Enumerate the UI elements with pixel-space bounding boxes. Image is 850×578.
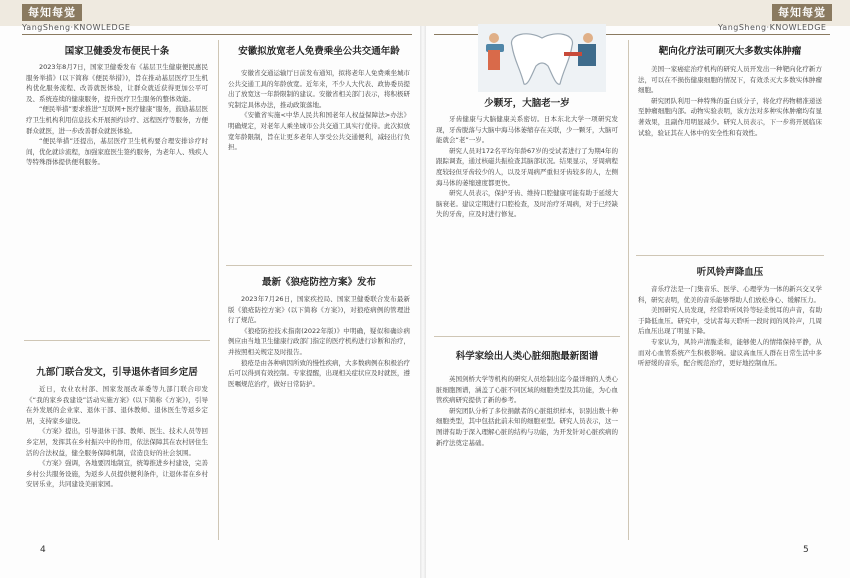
article-body-teeth-brain	[436, 114, 618, 330]
paragraph: 《方案》提出，引导退休干部、教师、医生、技术人员等回乡定居，发挥其在乡村振兴中的作用，依法保障其在农村居住生活的合法权益，健全服务保障机制，营造良好的社会氛围。	[26, 427, 208, 457]
dental-care-illustration	[478, 24, 606, 92]
paragraph: 研究人员对172名平均年龄67岁的受试者进行了为期4年的跟踪调查，通过核磁共振检查其脑部状况。结果显示，牙周病程度较轻但牙齿较少的人，以及牙周病严重但牙齿较多的人，左侧海马体的萎缩速度都更快。	[436, 146, 618, 187]
paragraph: 英国剑桥大学等机构的研究人员绘制出迄今最详细的人类心脏细胞图谱，涵盖了心脏不同区域的细胞类型及其功能，为心血管疾病研究提供了新的参考。	[436, 375, 618, 405]
divider-a2-a3	[226, 265, 412, 266]
paragraph: 近日，农业农村部、国家发展改革委等九部门联合印发《“我的家乡我建设”活动实施方案》(以下简称《方案》)，引导在外发展的企业家、退休干部、退休教师、退休医生等返乡定居，支持家乡建设。	[26, 385, 208, 425]
page-number-left: 4	[40, 545, 46, 555]
paragraph: 《狼疮防控技术指南(2022年版)》中明确，疑似和确诊病例应由当地卫生健康行政部门指定的医疗机构进行诊断和治疗，并按照相关规定及时报告。	[228, 326, 410, 356]
paragraph: “便民举措”还提出，基层医疗卫生机构要合理安排诊疗时间，优化就诊流程，加强家庭医生签约服务，为老年人、残疾人等特殊群体提供便利服务。	[26, 137, 208, 167]
article-title-lupus-plan: 最新《狼疮防控方案》发布	[261, 277, 376, 288]
paragraph: 研究人员表示，保护牙齿、维持口腔健康可能有助于延缓大脑衰老。建议定期进行口腔检查，及时治疗牙周病，对于已经缺失的牙齿，应及时进行修复。	[436, 189, 618, 219]
article-body-anhui-transit	[228, 68, 410, 258]
brand-left: 每知每觉	[22, 4, 82, 21]
paragraph: 安徽省交通运输厅日前发布通知，拟将老年人免费乘坐城市公共交通工具的年龄放宽。近年来，不少人大代表、政协委员提出了放宽这一年龄限制的建议。安徽省相关部门表示，将积极研究制定具体办法，推动政策落地。	[228, 69, 410, 109]
article-title-wind-chime: 听风铃声降血压	[696, 267, 764, 278]
article-title-teeth-brain: 少颗牙，大脑老一岁	[484, 98, 570, 109]
paragraph: 研究团队分析了多位捐献者的心脏组织样本，识别出数十种细胞类型，其中包括此前未知的细胞亚型。研究人员表示，这一图谱有助于深入理解心脏的结构与功能，为开发针对心脏疾病的新疗法奠定基础。	[436, 406, 618, 447]
article-title-anhui-transit: 安徽拟放宽老人免费乘坐公共交通年龄	[238, 46, 400, 57]
brand-right: 每知每觉	[772, 4, 832, 21]
column-separator-left	[218, 40, 219, 540]
divider-a1-a4	[24, 340, 210, 341]
paragraph: 狼疮是由各种病因所致的慢性疾病，大多数病例在积极治疗后可以得到有效控制。专家提醒，出现相关症状应及时就医，遵医嘱规范治疗，做好日常防护。	[228, 358, 410, 388]
paragraph: 专家认为，风铃声清脆柔和，能够使人的情绪保持平静，从而对心血管系统产生积极影响。建议高血压人群在日常生活中多听舒缓的音乐，配合规范治疗，更好地控制血压。	[638, 337, 822, 368]
paragraph: 音乐疗法是一门集音乐、医学、心理学为一体的新兴交叉学科，研究表明，优美的音乐能够帮助人们放松身心、缓解压力。	[638, 285, 822, 304]
article-body-heart-atlas	[436, 374, 618, 536]
paragraph: “便民举措”要求推进“互联网+医疗健康”服务，鼓励基层医疗卫生机构利用信息技术开展预约诊疗、远程医疗等服务，方便群众就医，进一步改善群众就医体验。	[26, 105, 208, 135]
paragraph: 牙齿健康与大脑健康关系密切。日本东北大学一项研究发现，牙齿脱落与大脑中海马体萎缩存在关联，少一颗牙，大脑可能就会“老”一岁。	[436, 115, 618, 145]
paragraph: 《方案》强调，各地要因地制宜，统筹推进乡村建设，完善乡村公共服务设施，为返乡人员提供便利条件，让退休者在乡村安居乐业，共同建设美丽家园。	[26, 459, 208, 489]
paragraph: 美国一家癌症治疗机构的研究人员开发出一种靶向化疗新方法，可以在不损伤健康细胞的情况下，有效杀灭大多数实体肿瘤细胞。	[638, 65, 822, 95]
page-number-right: 5	[803, 545, 809, 555]
column-separator-right	[628, 40, 629, 540]
article-body-rural-retirees	[26, 384, 208, 534]
article-title-targeted-chemo: 靶向化疗法可刷灭大多数实体肿瘤	[658, 46, 802, 57]
paragraph: 《安徽省实施<中华人民共和国老年人权益保障法>办法》明确规定，对老年人乘坐城市公共交通工具实行优待。此次拟放宽年龄限制，旨在让更多老年人享受公共交通便利，减轻出行负担。	[228, 111, 410, 152]
page-gutter	[420, 0, 426, 578]
subtitle-right: YangSheng·KNOWLEDGE	[718, 23, 827, 32]
paragraph: 2023年8月7日，国家卫健委发布《基层卫生健康便民惠民服务举措》(以下简称《便民举措》)，旨在推动基层医疗卫生机构优化服务流程、改善就医体验，让群众就近获得更加公平可及、系统连续的健康服务，提升医疗卫生服务的整体效能。	[26, 63, 208, 103]
subtitle-left: YangSheng·KNOWLEDGE	[22, 23, 131, 32]
article-body-targeted-chemo	[638, 64, 822, 250]
paragraph: 2023年7月26日，国家疾控局、国家卫健委联合发布最新版《狼疮防控方案》(以下简称《方案》)，对狼疮病例的管理进行了规范。	[228, 295, 410, 325]
article-title-rural-retirees: 九部门联合发文，引导退休者回乡定居	[36, 367, 198, 378]
divider-a7-a8	[636, 255, 824, 256]
header-rule-left	[22, 34, 412, 35]
paragraph: 研究团队利用一种特殊的蛋白质分子，将化疗药物精准递送至肿瘤细胞内部。动物实验表明，该方法对多种实体肿瘤均有显著效果，且副作用明显减少。研究人员表示，下一步将开展临床试验，验证其在人体中的安全性和有效性。	[638, 96, 822, 137]
paragraph: 美国研究人员发现，经常聆听风铃等轻柔悦耳的声音，有助于降低血压。研究中，受试者每天聆听一段时间的风铃声，几周后血压出现了明显下降。	[638, 306, 822, 336]
article-body-wind-chime	[638, 284, 822, 536]
article-title-heart-atlas: 科学家绘出人类心脏细胞最新图谱	[455, 351, 599, 362]
article-title-health-commission: 国家卫健委发布便民十条	[64, 46, 170, 57]
article-body-health-commission	[26, 62, 208, 334]
divider-a5-a6	[434, 336, 620, 337]
article-body-lupus-plan	[228, 294, 410, 536]
